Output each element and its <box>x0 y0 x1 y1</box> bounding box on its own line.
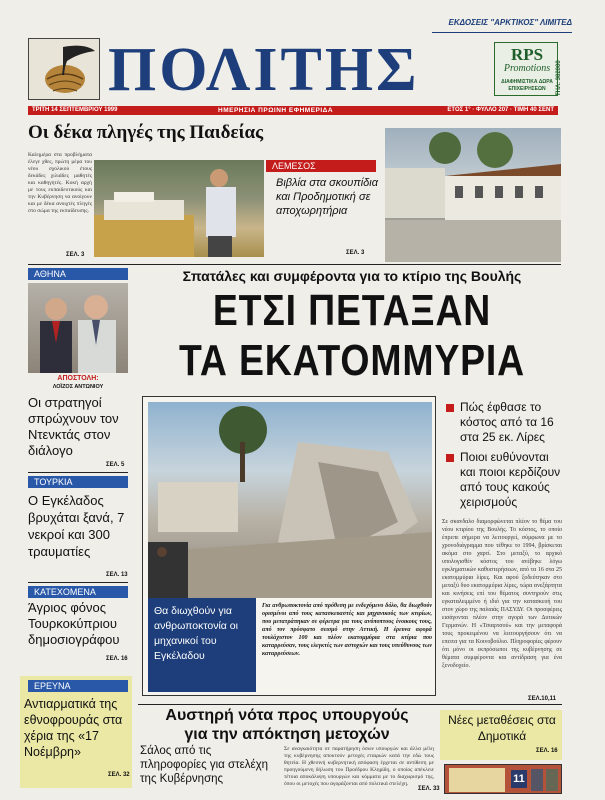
main-headline-line2: ΤΑ ΕΚΑΤΟΜΜΥΡΙΑ <box>178 336 526 385</box>
occupied-ref: ΣΕΛ. 16 <box>106 656 128 662</box>
education-photo <box>94 160 264 257</box>
turkey-ref: ΣΕΛ. 13 <box>106 572 128 578</box>
athens-headline: Οι στρατηγοί σπρώχνουν τον Ντενκτάς στον διάλογο <box>28 395 119 458</box>
athens-photo <box>28 283 128 373</box>
divider-top <box>28 264 561 265</box>
collapsed-building-illustration <box>148 402 432 598</box>
athens-ref: ΣΕΛ. 5 <box>106 462 125 468</box>
issue-label: ΕΤΟΣ 1° · ΦΥΛΛΟ 207 · ΤΙΜΗ 40 ΣΕΝΤ <box>447 107 554 113</box>
person-with-books-illustration <box>94 160 264 257</box>
quake-caption: Θα διωχθούν για ανθρωποκτονία οι μηχανικοί του Εγκέλαδου <box>154 605 238 662</box>
occupied-headline: Άγριος φόνος Τουρκοκύπριου δημοσιογράφου <box>28 600 120 647</box>
school-photo <box>385 128 561 262</box>
bullet1-marker <box>446 404 454 412</box>
publisher-label: ΕΚΔΟΣΕΙΣ "ΑΡΚΤΙΚΟΣ" ΛΙΜΙΤΕΔ <box>448 18 572 27</box>
masthead-red-bar <box>28 106 558 115</box>
turkey-tag: ΤΟΥΡΚΙΑ <box>28 476 128 488</box>
main-headline-line1: ΕΤΣΙ ΠΕΤΑΞΑΝ <box>212 286 492 335</box>
limassol-ref: ΣΕΛ. 3 <box>346 250 365 256</box>
bottom-ad-number: 11 <box>511 770 527 788</box>
main-body: Σε σκανδαλο διαμορφώνεται πλέον το θέμα του νέου κτιρίου της Βουλής. Το κόστος, το οποίο έπρεπε σήμερα να λειτουργεί, σύμφωνα με το χρονοδιάγραμμα που τέθηκε το 1994, βρίσκεται ακόμα στο χαρτί. Στο μεταξύ, το αρχικό υπολογισθέν κόστος του ανέβηκε λόγω εγκληματικών καθυστερήσεων, από τα 16 στα 25 εκατομμύρια λίρες. Και αφού ξοδεύτηκαν στο μεταξύ δυο εκατομμύρια λίρες, τώρα ανεξάρτητα και κινήσεις επί του θέματος συντηρούν στις εγκαταλειμμένο ή ιδιό για την κατασκευή του στον χώρο της παλαιάς ΠΑΣΥΔΥ. Οι προσφέρεις εισάγονται πλέον στην αγορά των Δυτικών Γερμανών. Η «Τσιαρτσού» και την μεταφορά τους προκειμένου να λειτουργήσουν ότι να επειτα για τα Κοινοβούλιο. Πληροφορίες φέρουν ότι μόνο οι εκπρόσωποι της κυβέρνησης σε θέματα συμφέροντα και αντίδραση για ένα ξενοδοχείο. <box>442 519 562 669</box>
divider-bottom <box>138 704 562 705</box>
two-men-illustration <box>28 283 128 373</box>
research-ref: ΣΕΛ. 32 <box>108 772 130 778</box>
education-ref: ΣΕΛ. 3 <box>66 252 85 258</box>
bullet2-text: Ποιοι ευθύνονται και ποιοι κερδίζουν από τους κακούς χειρισμούς <box>460 450 561 509</box>
main-kicker: Σπατάλες και συμφέροντα για το κτίριο της Βουλής <box>182 268 522 284</box>
bottom-ad-face2 <box>546 769 558 791</box>
rps-brand: RPS <box>510 45 544 64</box>
rps-ad-box <box>494 42 558 96</box>
masthead-title: ΠΟΛΙΤΗΣ <box>108 36 420 104</box>
main-ref: ΣΕΛ.10,11 <box>528 696 556 702</box>
masthead <box>0 0 605 112</box>
transfers-headline: Νέες μεταθέσεις στα Δημοτικά <box>448 713 556 743</box>
quake-text: Για ανθρωποκτονία από πρόθεση με ενδεχόμενο δόλο, θα διωχθούν ορισμένοι από τους κατασκευαστές και μηχανικούς των κτιρίων, που μετατράπηκαν σε φέρετρα για τους ανύποπτους ένοικους τους, από τον πρόσφατο σεισμό στην Αττική. Η έρευνα αφορά τουλάχιστον 100 και πλέον εκατομμύρια στα κτίρια που καταρρεύσαν, τους ελεγκτές των αστοχιών και τους υπεύθυνους των καταρρεύσεων. <box>262 603 432 657</box>
occupied-tag: ΚΑΤΕΧΟΜΕΝΑ <box>28 586 128 598</box>
athens-tag: ΑΘΗΝΑ <box>28 268 128 280</box>
quill-globe-icon <box>29 39 101 101</box>
bullet1-text: Πώς έφθασε το κόστος από τα 16 στα 25 εκ. Λίρες <box>460 400 554 444</box>
bottom-ad-face1 <box>531 769 543 791</box>
research-headline: Αντιαρματικά της εθνοφρουράς στα χέρια της «17 Νοέμβρη» <box>24 697 123 759</box>
bullet2-marker <box>446 454 454 462</box>
divider-turkey <box>28 582 128 583</box>
divider-athens <box>28 472 128 473</box>
ministers-sub: Σάλος από τις πληροφορίες για στελέχη της Κυβέρνησης <box>140 745 269 785</box>
ministers-ref: ΣΕΛ. 33 <box>418 786 440 792</box>
rps-text1: ΔΙΑΦΗΜΙΣΤΙΚΑ ΔΩΡΑ <box>501 79 553 85</box>
turkey-headline: Ο Εγκέλαδος βρυχάται ξανά, 7 νεκροί και 300 τραυματίες <box>28 493 125 559</box>
masthead-subtitle: ΗΜΕΡΗΣΙΑ ΠΡΩΙΝΗ ΕΦΗΜΕΡΙΔΑ <box>218 107 334 114</box>
date-label: ΤΡΙΤΗ 14 ΣΕΠΤΕΜΒΡΙΟΥ 1999 <box>32 107 118 113</box>
school-building-illustration <box>385 128 561 262</box>
ministers-body: Σε αναγκαιότητα σε παρατήρηση όσων υπουργών και άλλα μέλη της κυβέρνησης αποκτούν μετοχές εταιριών κατά την εδώ τους θητεία. Η χθεσινή κυβερνητική απόφαση έρχεται σε αντίθεση με προηγούμενη δήλωση του Προέδρου Κληρίδη, ο οποίος απέκλειε τέτοια αποκάλυψη υπουργών και κόμματα με το διαχωρισμό της, όπου οι μετοχές που αγοράζονται από πολιτικά στελέχη. <box>284 746 434 787</box>
rps-text2: ΕΠΙΧΕΙΡΗΣΕΩΝ <box>508 86 546 92</box>
bottom-ad-panel <box>449 768 505 792</box>
ministers-headline-line2: για την απόκτηση μετοχών <box>184 726 390 743</box>
education-body: Καλημέρα στα προβλήματα έλεγε χθες, πρώτη μέρα του νέου σχολικού έτους δεκάδες χιλιάδες μαθητές και καθηγητές. Κοκή αρχή με τους εκπαιδευτικούς και την Κυβέρνηση να ανοίγουν και με δέκα ανοιχτές πληγές στο σώμα της εκπαίδευσης. <box>28 152 92 214</box>
limassol-tag: ΛΕΜΕΣΟΣ <box>266 160 376 172</box>
bottom-ad <box>444 764 562 794</box>
publisher-underline <box>432 32 572 33</box>
quake-photo <box>148 402 432 598</box>
athens-byline-label: ΑΠΟΣΤΟΛΗ: <box>57 375 99 382</box>
limassol-headline: Βιβλία στα σκουπίδια και Προδημοτική σε αποχωρητήρια <box>276 177 378 217</box>
transfers-ref: ΣΕΛ. 16 <box>536 748 558 754</box>
rps-sub: Promotions <box>503 63 551 74</box>
ministers-headline-line1: Αυστηρή νότα προς υπουργούς <box>165 707 409 724</box>
rps-phone: ΤΗΛ: 382000 <box>556 60 562 96</box>
research-tag: ΕΡΕΥΝΑ <box>28 680 128 692</box>
athens-byline: ΛΟΪΖΟΣ ΑΝΤΩΝΙΟΥ <box>52 384 104 390</box>
education-headline: Οι δέκα πληγές της Παιδείας <box>28 122 264 143</box>
logo-emblem <box>28 38 100 100</box>
